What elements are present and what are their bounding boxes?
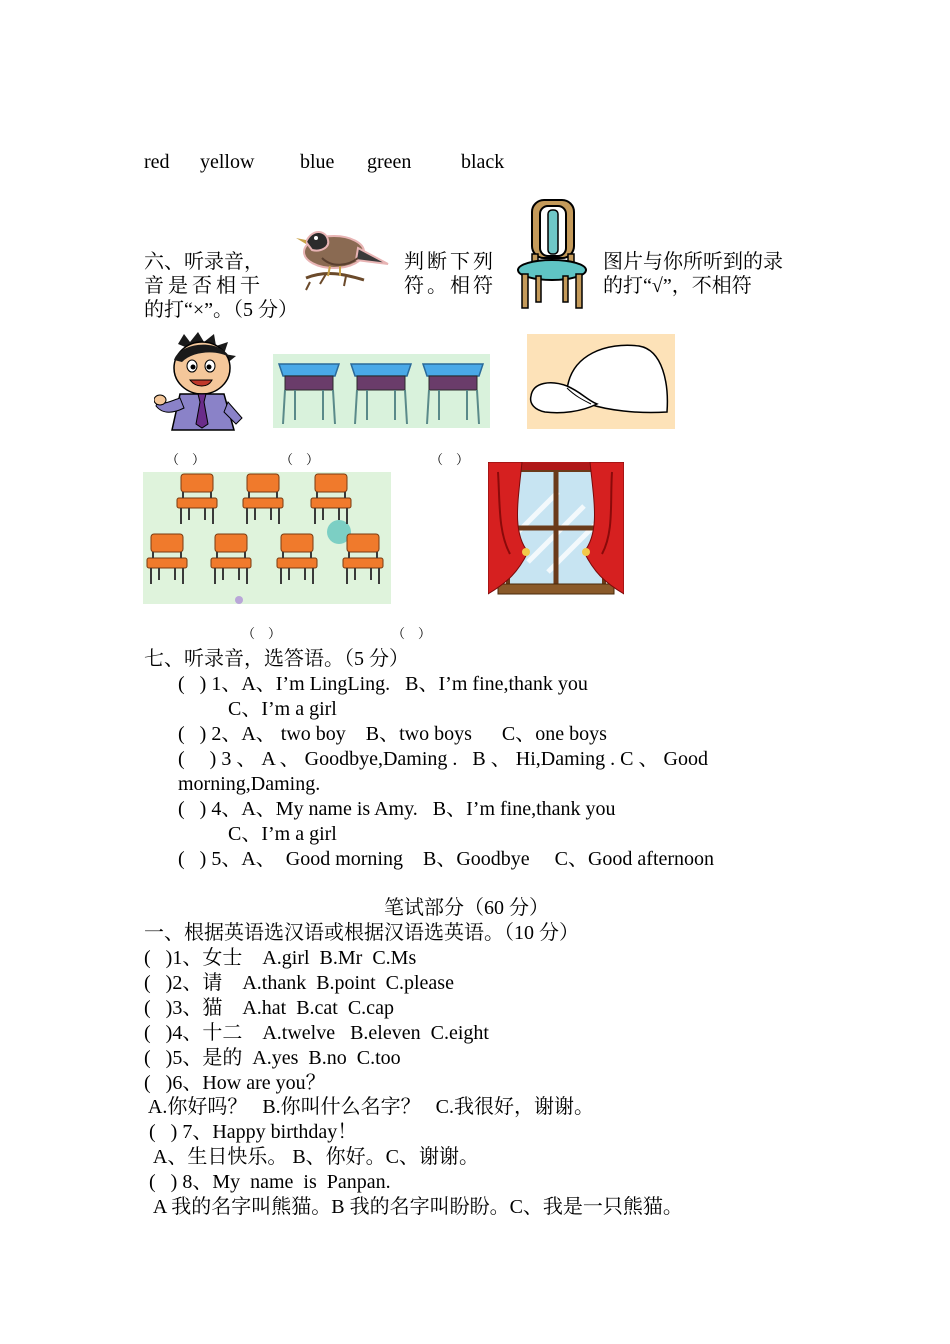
question-4-option-c: C、I’m a girl (228, 823, 337, 845)
color-word-blue: blue (300, 151, 335, 173)
question-1-option-c: C、I’m a girl (228, 698, 337, 720)
window-picture (488, 462, 624, 598)
question-3: ( ) 3 、 A 、 Goodbye,Daming . B 、 Hi,Daming . C 、 Good (178, 748, 708, 770)
written-item-2: ( )2、请 A.thank B.point C.please (144, 972, 454, 994)
answer-bracket-1[interactable]: （ ） (166, 452, 206, 467)
section6-line1-suffix: 图片与你所听到的录 (603, 251, 783, 273)
question-1: ( ) 1、A、I’m LingLing. B、I’m fine,thank you (178, 673, 588, 695)
section6-line1-prefix: 六、听录音， (144, 251, 264, 273)
chairs-picture (143, 472, 391, 604)
written-part-title: 笔试部分（60 分） (384, 897, 549, 919)
section6-line3: 的打“×”。（5 分） (144, 299, 299, 321)
answer-bracket-2[interactable]: （ ） (280, 452, 320, 467)
section6-line2-b: 符。相符 (404, 275, 496, 297)
section6-line1-middle: 判断下列 (404, 251, 496, 273)
written-item-4: ( )4、十二 A.twelve B.eleven C.eight (144, 1022, 489, 1044)
color-word-yellow: yellow (200, 151, 255, 173)
section7-title: 七、听录音，选答语。（5 分） (144, 648, 409, 670)
cap-picture (527, 334, 675, 429)
written-item-8-options: A 我的名字叫熊猫。B 我的名字叫盼盼。C、我是一只熊猫。 (144, 1196, 683, 1218)
question-2: ( ) 2、A、 two boy B、two boys C、one boys (178, 723, 607, 745)
written-item-3: ( )3、猫 A.hat B.cat C.cap (144, 997, 394, 1019)
question-3-continued: morning,Daming. (178, 773, 321, 795)
question-5: ( ) 5、A、 Good morning B、Goodbye C、Good afternoon (178, 848, 715, 870)
bird-picture (286, 208, 390, 292)
color-word-green: green (367, 151, 412, 173)
written-item-8: ( ) 8、My name is Panpan. (144, 1171, 391, 1193)
answer-bracket-3[interactable]: （ ） (430, 452, 470, 467)
written-item-7-options: A、生日快乐。 B、你好。C、谢谢。 (144, 1146, 480, 1168)
boy-picture (154, 332, 250, 432)
answer-bracket-4[interactable]: （ ） (242, 626, 282, 641)
question-4: ( ) 4、A、My name is Amy. B、I’m fine,thank you (178, 798, 616, 820)
color-word-red: red (144, 151, 170, 173)
color-word-black: black (461, 151, 505, 173)
desks-picture (273, 354, 490, 428)
chair-picture (516, 198, 588, 310)
answer-bracket-5[interactable]: （ ） (392, 626, 432, 641)
written-item-1: ( )1、女士 A.girl B.Mr C.Ms (144, 947, 417, 969)
written-item-6: ( )6、How are you？ (144, 1072, 326, 1094)
written-item-7: ( ) 7、Happy birthday！ (144, 1121, 358, 1143)
written-section1-title: 一、根据英语选汉语或根据汉语选英语。（10 分） (144, 922, 579, 944)
section6-line2-a: 音是否相干 (144, 275, 264, 297)
written-item-6-options: A.你好吗？ B.你叫什么名字？ C.我很好，谢谢。 (144, 1096, 595, 1118)
written-item-5: ( )5、是的 A.yes B.no C.too (144, 1047, 401, 1069)
section6-line2-c: 的打“√”，不相符 (603, 275, 752, 297)
